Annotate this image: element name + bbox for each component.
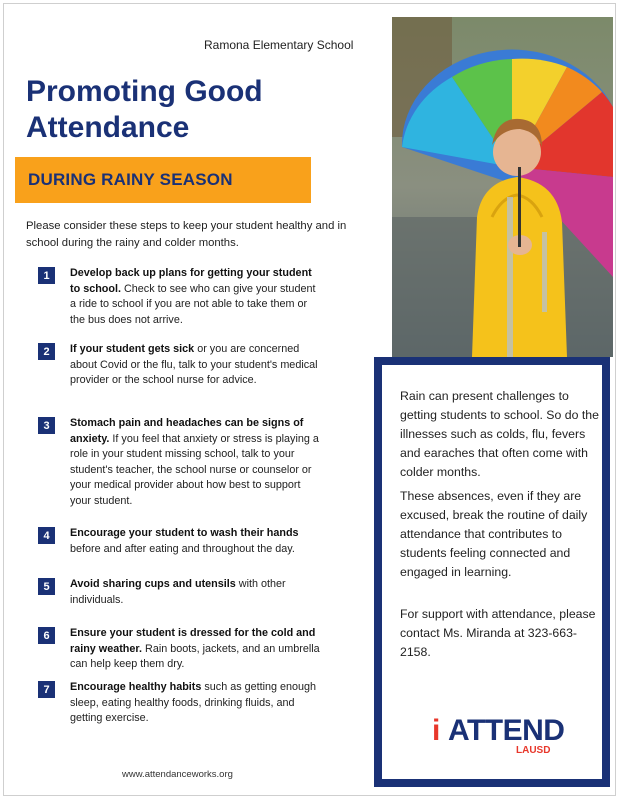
- step-text: [70, 577, 320, 608]
- season-banner: [15, 157, 311, 203]
- title-line-1: Promoting Good: [26, 75, 263, 108]
- step-text: [70, 266, 320, 328]
- sidebox-paragraph-1: Rain can present challenges to getting students to school. So do the illnesses such as colds, flu, fevers and earaches that often come with colder months.: [400, 389, 599, 479]
- logo-word: ATTEND: [448, 714, 565, 747]
- step-bold: Encourage your student to wash their hands: [70, 527, 299, 539]
- title-line-2: Attendance: [26, 111, 190, 144]
- step-rest: Check to see who can give your student a ride to school if you are not able to take them or the bus does not arrive.: [70, 282, 316, 326]
- step-number: 3: [38, 417, 55, 434]
- child-umbrella-illustration: [392, 17, 613, 357]
- banner-text: DURING RAINY SEASON: [28, 170, 233, 189]
- step-bold: Develop back up plans for getting your student to school.: [70, 267, 312, 295]
- step-bold: Stomach pain and headaches can be signs of anxiety.: [70, 417, 304, 445]
- step-rest: such as getting enough sleep, eating healthy foods, drinking fluids, and getting exercise.: [70, 681, 317, 724]
- step-number: 6: [38, 627, 55, 644]
- step-rest: with other individuals.: [70, 578, 286, 606]
- i-attend-logo: [432, 710, 582, 756]
- step-rest: or you are concerned about Covid or the flu, talk to your student's medical provider or the school nurse for advice.: [70, 343, 318, 386]
- step-text: [70, 526, 320, 557]
- step-rest: before and after eating and throughout the day.: [70, 542, 295, 555]
- step-bold: If your student gets sick: [70, 343, 195, 355]
- page-title: [26, 74, 346, 146]
- step-number: 2: [38, 343, 55, 360]
- step-text: [70, 680, 320, 727]
- logo-i: i: [432, 714, 441, 747]
- school-name: Ramona Elementary School: [204, 38, 354, 52]
- flyer-page: [3, 3, 616, 796]
- child-umbrella-photo: [392, 17, 613, 357]
- footer-url: www.attendanceworks.org: [122, 769, 233, 780]
- step-text: [70, 626, 320, 673]
- step-text: [70, 342, 320, 389]
- step-bold: Encourage healthy habits: [70, 681, 202, 693]
- step-number: 4: [38, 527, 55, 544]
- step-number: 7: [38, 681, 55, 698]
- logo-sub: LAUSD: [516, 745, 551, 756]
- sidebox-paragraph-2: These absences, even if they are excused, break the routine of daily attendance that contributes to students feeling connected and engaged in learning.: [400, 489, 588, 579]
- step-rest: If you feel that anxiety or stress is playing a role in your student missing school, talk to your student's teacher, the school nurse or counselor or your medical provider about how best to support your student.: [70, 432, 319, 507]
- step-rest: Rain boots, jackets, and an umbrella can help keep them dry.: [70, 642, 320, 670]
- step-number: 1: [38, 267, 55, 284]
- step-text: [70, 416, 320, 509]
- step-bold: Ensure your student is dressed for the cold and rainy weather.: [70, 627, 316, 655]
- intro-text: Please consider these steps to keep your student healthy and in school during the rainy and colder months.: [26, 220, 347, 249]
- step-bold: Avoid sharing cups and utensils: [70, 578, 236, 590]
- sidebox-paragraph-3: For support with attendance, please contact Ms. Miranda at 323-663-2158.: [400, 607, 596, 659]
- step-number: 5: [38, 578, 55, 595]
- info-sidebox: [374, 357, 610, 787]
